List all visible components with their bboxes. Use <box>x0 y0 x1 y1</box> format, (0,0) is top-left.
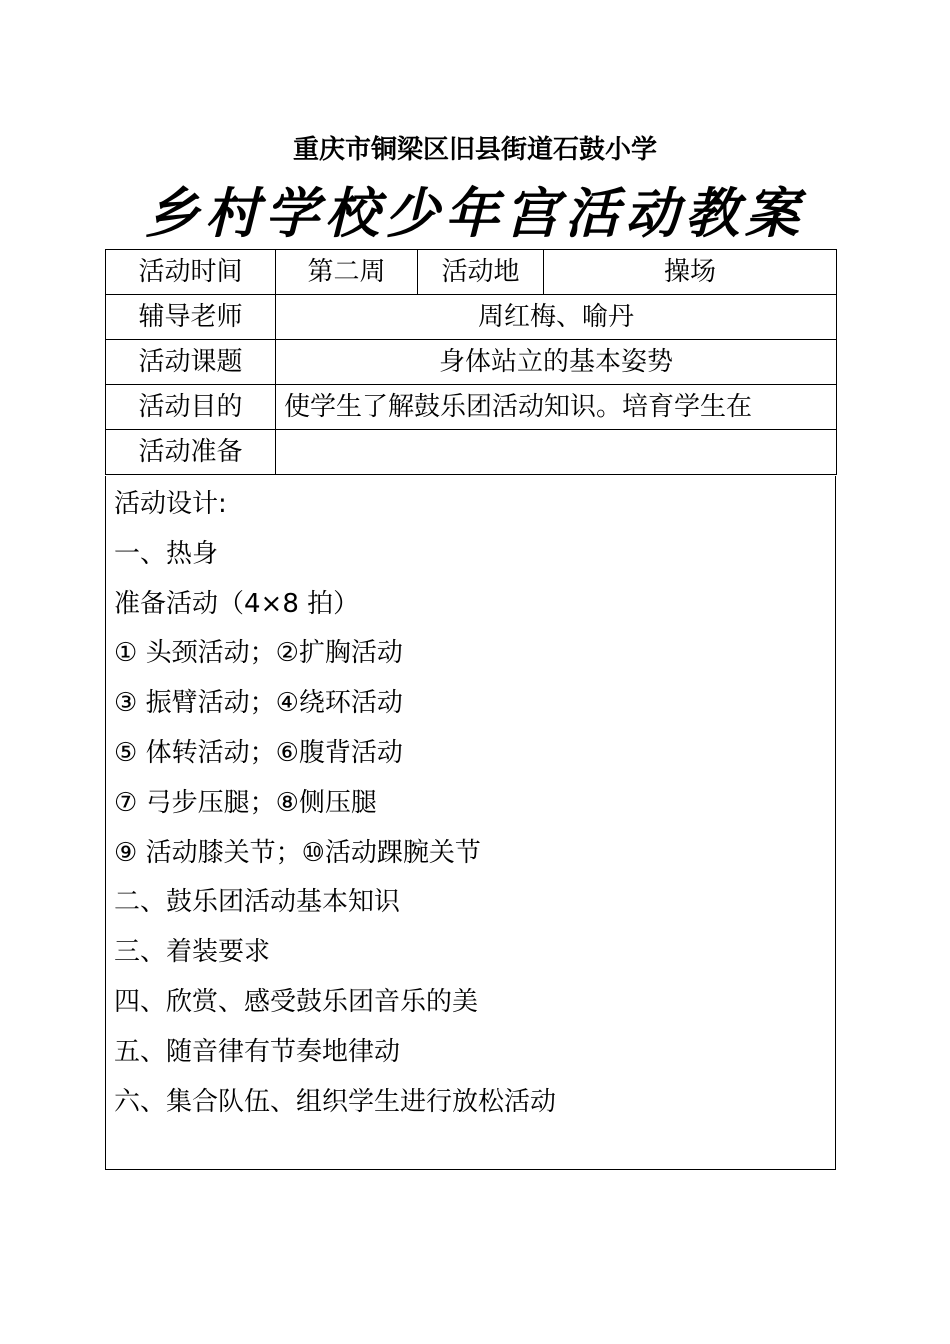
design-line: ⑤ 体转活动；⑥腹背活动 <box>114 737 403 768</box>
row-topic <box>106 340 837 385</box>
goal-value: 使学生了解鼓乐团活动知识。培育学生在 <box>276 385 837 430</box>
time-label: 活动时间 <box>106 250 276 295</box>
place-label: 活动地 <box>418 250 544 295</box>
design-line: 二、鼓乐团活动基本知识 <box>114 887 401 918</box>
row-goal <box>106 385 837 430</box>
school-name: 重庆市铜梁区旧县街道石鼓小学 <box>292 135 657 165</box>
goal-label: 活动目的 <box>106 385 276 430</box>
design-line: ⑦ 弓步压腿；⑧侧压腿 <box>114 787 377 818</box>
time-value: 第二周 <box>276 250 418 295</box>
row-preparation <box>106 430 837 475</box>
design-line: 六、集合队伍、组织学生进行放松活动 <box>114 1086 557 1117</box>
design-line: 准备活动（4×8 拍） <box>114 588 360 619</box>
design-line: ③ 振臂活动；④绕环活动 <box>114 688 403 719</box>
design-line: 五、随音律有节奏地律动 <box>114 1036 401 1067</box>
design-line: 四、欣赏、感受鼓乐团音乐的美 <box>114 986 479 1017</box>
info-table <box>105 249 837 475</box>
row-activity-time <box>106 250 837 295</box>
row-teacher <box>106 295 837 340</box>
design-line: 一、热身 <box>114 538 219 569</box>
design-line: ① 头颈活动；②扩胸活动 <box>114 638 403 669</box>
document-title: 乡村学校少年宫活动教案 <box>145 181 805 245</box>
place-value: 操场 <box>544 250 837 295</box>
activity-design-box <box>105 476 836 1170</box>
topic-value: 身体站立的基本姿势 <box>276 340 837 385</box>
teacher-value: 周红梅、喻丹 <box>276 295 837 340</box>
teacher-label: 辅导老师 <box>106 295 276 340</box>
prep-value <box>276 430 837 475</box>
topic-label: 活动课题 <box>106 340 276 385</box>
design-heading: 活动设计: <box>114 489 227 519</box>
design-line: 三、着装要求 <box>114 937 271 968</box>
prep-label: 活动准备 <box>106 430 276 475</box>
design-line: ⑨ 活动膝关节；⑩活动踝腕关节 <box>114 837 481 868</box>
